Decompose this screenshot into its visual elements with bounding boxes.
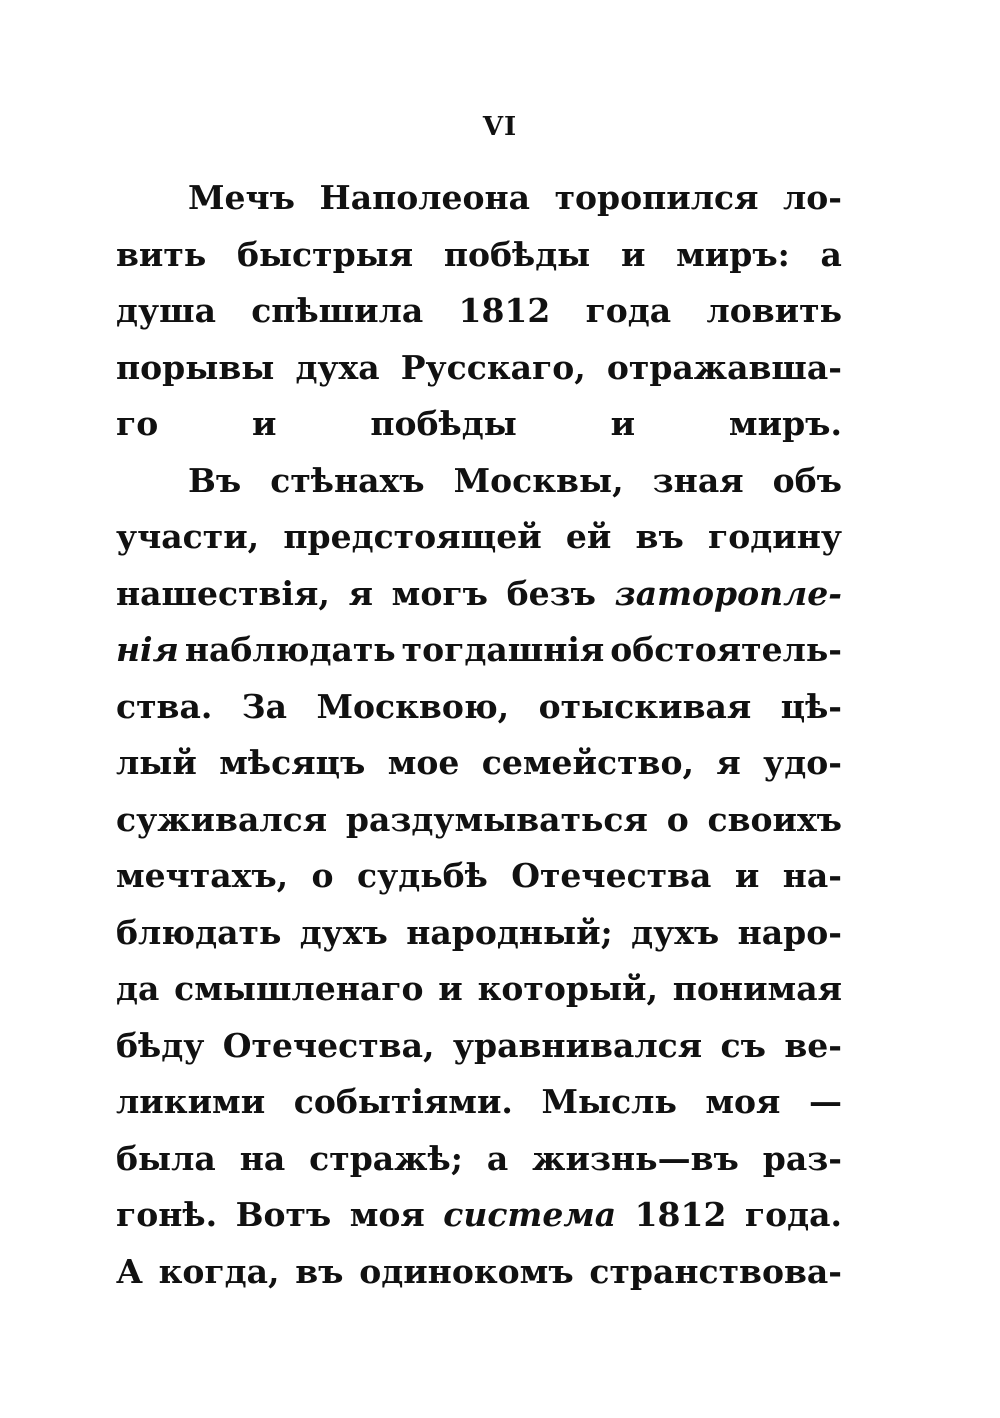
italic-word: заторопле-: [614, 573, 842, 613]
word: вить: [116, 234, 207, 274]
word: и: [734, 856, 760, 895]
word: зная: [652, 460, 744, 500]
word: обстоятель-: [610, 630, 842, 669]
word: народный;: [406, 912, 613, 952]
word: Отечества: [511, 856, 712, 895]
text-line: [116, 961, 842, 1018]
word: моя: [705, 1082, 781, 1121]
italic-word: система: [443, 1195, 617, 1234]
word: духъ: [631, 912, 720, 952]
word: и: [252, 404, 277, 443]
text-line: [116, 227, 842, 284]
word: жизнь—въ: [532, 1138, 739, 1178]
text-line: [116, 679, 842, 736]
word: Мечъ: [188, 178, 295, 217]
word: предстоящей: [283, 517, 542, 556]
word: да: [116, 969, 160, 1008]
word: участи,: [116, 517, 260, 556]
word: странствова-: [589, 1251, 842, 1291]
word: духа: [295, 347, 380, 387]
word: который,: [477, 969, 658, 1008]
word: духъ: [299, 912, 388, 952]
word: на-: [782, 856, 842, 895]
text-line: [116, 170, 842, 227]
word: быстрыя: [236, 234, 414, 274]
word: ве-: [784, 1025, 842, 1065]
word: судьбѣ: [356, 856, 488, 895]
word: раздумываться: [345, 799, 648, 839]
italic-word: нія: [116, 630, 179, 669]
word: года.: [744, 1195, 842, 1234]
text-line: [116, 396, 842, 453]
word: цѣ-: [780, 686, 842, 726]
word: мечтахъ,: [116, 856, 289, 895]
word: наблюдать: [184, 630, 396, 669]
text-line: [116, 1074, 842, 1131]
text-line: [116, 1131, 842, 1188]
word: одинокомъ: [359, 1251, 574, 1291]
text-line: [116, 453, 842, 510]
word: съ: [720, 1025, 766, 1065]
text-line: [116, 622, 842, 679]
word: торопился: [554, 178, 759, 217]
word: наро-: [737, 912, 842, 952]
word: Русскаго,: [400, 347, 586, 387]
word: когда,: [158, 1251, 280, 1291]
word: могъ: [391, 573, 488, 613]
word: А: [116, 1251, 143, 1291]
word: ловить: [706, 291, 842, 330]
word: я: [348, 573, 373, 613]
word: лый: [116, 743, 197, 782]
word: смышленаго: [174, 969, 424, 1008]
word: года: [585, 291, 672, 330]
text-line: [116, 905, 842, 962]
text-line: [116, 283, 842, 340]
word: Въ: [188, 460, 242, 500]
word: и: [438, 969, 463, 1008]
text-line: [116, 509, 842, 566]
word: стѣнахъ: [270, 460, 425, 500]
word: тогдашнія: [401, 630, 605, 669]
text-line: [116, 792, 842, 849]
word: Отечества,: [222, 1025, 435, 1065]
word: раз-: [762, 1138, 842, 1178]
word: понимая: [672, 969, 842, 1008]
word: моя: [349, 1195, 425, 1234]
word: За: [241, 686, 287, 726]
word: Наполеона: [319, 178, 531, 217]
word: ей: [565, 517, 612, 556]
word: —: [808, 1082, 842, 1121]
word: и: [620, 234, 646, 274]
word: 1812: [634, 1195, 727, 1234]
text-line: [116, 566, 842, 623]
word: спѣшила: [251, 291, 424, 330]
word: о: [311, 856, 334, 895]
word: го: [116, 404, 159, 443]
text-line: [116, 1018, 842, 1075]
word: уравнивался: [452, 1025, 703, 1065]
word: безъ: [506, 573, 596, 613]
word: ства.: [116, 686, 213, 726]
page-number: VI: [482, 112, 518, 142]
word: отыскивая: [538, 686, 752, 726]
word: побѣды: [370, 404, 517, 443]
text-line: [116, 340, 842, 397]
word: стражѣ;: [309, 1138, 463, 1178]
word: мѣсяцъ: [219, 743, 366, 782]
word: отражавша-: [606, 347, 842, 387]
word: я: [716, 743, 741, 782]
word: порывы: [116, 347, 275, 387]
body-text: [116, 170, 842, 1300]
word: бѣду: [116, 1025, 205, 1065]
word: 1812: [458, 291, 551, 330]
word: блюдать: [116, 912, 282, 952]
word: на: [239, 1138, 286, 1178]
word: суживался: [116, 799, 328, 839]
word: Вотъ: [235, 1195, 332, 1234]
text-line: [116, 1244, 842, 1301]
word: душа: [116, 291, 216, 330]
word: а: [486, 1138, 509, 1178]
word: о: [666, 799, 689, 839]
text-line: [116, 848, 842, 905]
word: годину: [707, 517, 842, 556]
word: Москвою,: [316, 686, 510, 726]
word: была: [116, 1138, 216, 1178]
word: миръ:: [676, 234, 790, 274]
text-line: [116, 1187, 842, 1244]
word: мое: [387, 743, 460, 782]
word: удо-: [763, 743, 842, 782]
word: событіями.: [293, 1082, 513, 1121]
word: въ: [635, 517, 684, 556]
word: Москвы,: [453, 460, 624, 500]
word: ликими: [116, 1082, 266, 1121]
word: миръ.: [728, 404, 842, 443]
word: ло-: [783, 178, 842, 217]
word: а: [820, 234, 842, 274]
word: нашествія,: [116, 573, 330, 613]
word: побѣды: [443, 234, 591, 274]
word: своихъ: [707, 799, 842, 839]
word: гонѣ.: [116, 1195, 218, 1234]
word: объ: [772, 460, 842, 500]
word: и: [610, 404, 636, 443]
text-line: [116, 735, 842, 792]
word: семейство,: [481, 743, 694, 782]
word: Мысль: [541, 1082, 677, 1121]
word: въ: [295, 1251, 344, 1291]
